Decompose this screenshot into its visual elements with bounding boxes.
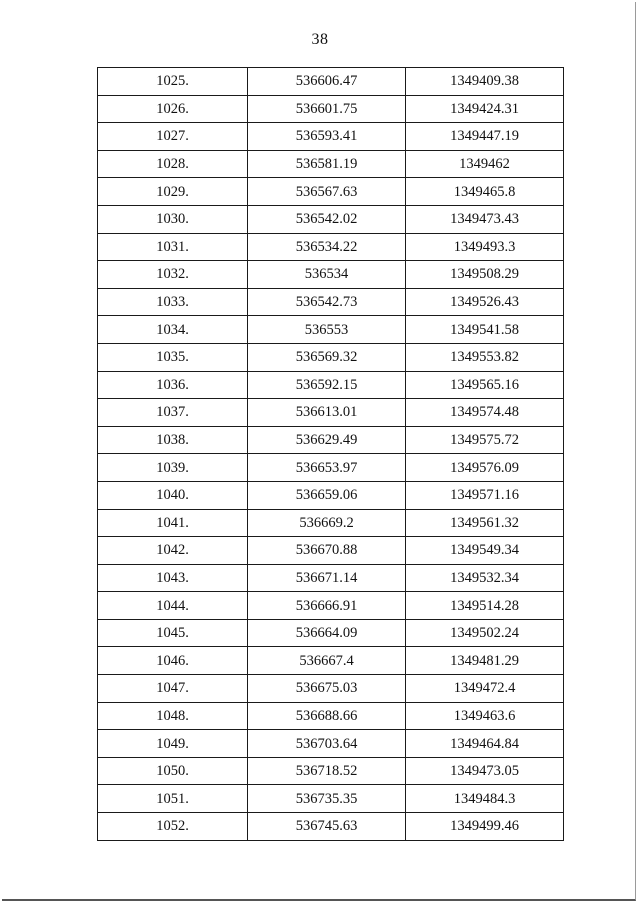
table-row <box>98 509 564 537</box>
y-coordinate-cell: 1349463.6 <box>406 702 564 730</box>
y-coordinate-cell: 1349565.16 <box>406 371 564 399</box>
table-row <box>98 757 564 785</box>
x-coordinate-cell: 536675.03 <box>248 675 406 703</box>
table-row <box>98 675 564 703</box>
x-coordinate-cell: 536664.09 <box>248 619 406 647</box>
table-row <box>98 343 564 371</box>
point-number-cell: 1034. <box>98 316 248 344</box>
y-coordinate-cell: 1349473.43 <box>406 205 564 233</box>
y-coordinate-cell: 1349508.29 <box>406 261 564 289</box>
point-number-cell: 1028. <box>98 150 248 178</box>
point-number-cell: 1049. <box>98 730 248 758</box>
x-coordinate-cell: 536542.02 <box>248 205 406 233</box>
y-coordinate-cell: 1349464.84 <box>406 730 564 758</box>
x-coordinate-cell: 536581.19 <box>248 150 406 178</box>
table-row <box>98 647 564 675</box>
point-number-cell: 1040. <box>98 481 248 509</box>
x-coordinate-cell: 536601.75 <box>248 95 406 123</box>
point-number-cell: 1026. <box>98 95 248 123</box>
point-number-cell: 1035. <box>98 343 248 371</box>
x-coordinate-cell: 536569.32 <box>248 343 406 371</box>
point-number-cell: 1050. <box>98 757 248 785</box>
table-row <box>98 702 564 730</box>
x-coordinate-cell: 536745.63 <box>248 813 406 841</box>
x-coordinate-cell: 536670.88 <box>248 537 406 565</box>
table-row <box>98 481 564 509</box>
point-number-cell: 1046. <box>98 647 248 675</box>
y-coordinate-cell: 1349549.34 <box>406 537 564 565</box>
point-number-cell: 1036. <box>98 371 248 399</box>
y-coordinate-cell: 1349514.28 <box>406 592 564 620</box>
point-number-cell: 1037. <box>98 399 248 427</box>
x-coordinate-cell: 536613.01 <box>248 399 406 427</box>
point-number-cell: 1027. <box>98 123 248 151</box>
point-number-cell: 1043. <box>98 564 248 592</box>
x-coordinate-cell: 536659.06 <box>248 481 406 509</box>
table-row <box>98 233 564 261</box>
y-coordinate-cell: 1349499.46 <box>406 813 564 841</box>
y-coordinate-cell: 1349553.82 <box>406 343 564 371</box>
table-row <box>98 426 564 454</box>
point-number-cell: 1044. <box>98 592 248 620</box>
x-coordinate-cell: 536669.2 <box>248 509 406 537</box>
x-coordinate-cell: 536534 <box>248 261 406 289</box>
x-coordinate-cell: 536542.73 <box>248 288 406 316</box>
y-coordinate-cell: 1349561.32 <box>406 509 564 537</box>
table-row <box>98 564 564 592</box>
table-row <box>98 150 564 178</box>
point-number-cell: 1045. <box>98 619 248 647</box>
page-number: 38 <box>311 31 329 48</box>
x-coordinate-cell: 536703.64 <box>248 730 406 758</box>
point-number-cell: 1047. <box>98 675 248 703</box>
y-coordinate-cell: 1349409.38 <box>406 68 564 96</box>
y-coordinate-cell: 1349574.48 <box>406 399 564 427</box>
x-coordinate-cell: 536671.14 <box>248 564 406 592</box>
table-row <box>98 95 564 123</box>
x-coordinate-cell: 536534.22 <box>248 233 406 261</box>
y-coordinate-cell: 1349532.34 <box>406 564 564 592</box>
x-coordinate-cell: 536718.52 <box>248 757 406 785</box>
y-coordinate-cell: 1349465.8 <box>406 178 564 206</box>
x-coordinate-cell: 536629.49 <box>248 426 406 454</box>
table-row <box>98 316 564 344</box>
point-number-cell: 1052. <box>98 813 248 841</box>
x-coordinate-cell: 536735.35 <box>248 785 406 813</box>
table-row <box>98 123 564 151</box>
point-number-cell: 1029. <box>98 178 248 206</box>
y-coordinate-cell: 1349473.05 <box>406 757 564 785</box>
y-coordinate-cell: 1349502.24 <box>406 619 564 647</box>
point-number-cell: 1051. <box>98 785 248 813</box>
point-number-cell: 1033. <box>98 288 248 316</box>
table-row <box>98 205 564 233</box>
coordinates-table-body <box>98 68 564 841</box>
y-coordinate-cell: 1349447.19 <box>406 123 564 151</box>
x-coordinate-cell: 536567.63 <box>248 178 406 206</box>
y-coordinate-cell: 1349472.4 <box>406 675 564 703</box>
table-row <box>98 730 564 758</box>
table-row <box>98 261 564 289</box>
table-row <box>98 399 564 427</box>
table-row <box>98 288 564 316</box>
table-row <box>98 785 564 813</box>
y-coordinate-cell: 1349484.3 <box>406 785 564 813</box>
x-coordinate-cell: 536606.47 <box>248 68 406 96</box>
x-coordinate-cell: 536653.97 <box>248 454 406 482</box>
y-coordinate-cell: 1349481.29 <box>406 647 564 675</box>
y-coordinate-cell: 1349526.43 <box>406 288 564 316</box>
point-number-cell: 1038. <box>98 426 248 454</box>
table-row <box>98 454 564 482</box>
x-coordinate-cell: 536667.4 <box>248 647 406 675</box>
x-coordinate-cell: 536593.41 <box>248 123 406 151</box>
y-coordinate-cell: 1349462 <box>406 150 564 178</box>
point-number-cell: 1032. <box>98 261 248 289</box>
x-coordinate-cell: 536592.15 <box>248 371 406 399</box>
coordinates-table <box>97 67 564 841</box>
y-coordinate-cell: 1349576.09 <box>406 454 564 482</box>
point-number-cell: 1041. <box>98 509 248 537</box>
table-row <box>98 371 564 399</box>
point-number-cell: 1025. <box>98 68 248 96</box>
point-number-cell: 1031. <box>98 233 248 261</box>
y-coordinate-cell: 1349424.31 <box>406 95 564 123</box>
point-number-cell: 1048. <box>98 702 248 730</box>
table-row <box>98 813 564 841</box>
point-number-cell: 1042. <box>98 537 248 565</box>
point-number-cell: 1039. <box>98 454 248 482</box>
table-row <box>98 619 564 647</box>
table-row <box>98 178 564 206</box>
y-coordinate-cell: 1349541.58 <box>406 316 564 344</box>
point-number-cell: 1030. <box>98 205 248 233</box>
x-coordinate-cell: 536553 <box>248 316 406 344</box>
y-coordinate-cell: 1349571.16 <box>406 481 564 509</box>
x-coordinate-cell: 536666.91 <box>248 592 406 620</box>
y-coordinate-cell: 1349493.3 <box>406 233 564 261</box>
y-coordinate-cell: 1349575.72 <box>406 426 564 454</box>
x-coordinate-cell: 536688.66 <box>248 702 406 730</box>
table-row <box>98 68 564 96</box>
table-row <box>98 537 564 565</box>
table-row <box>98 592 564 620</box>
